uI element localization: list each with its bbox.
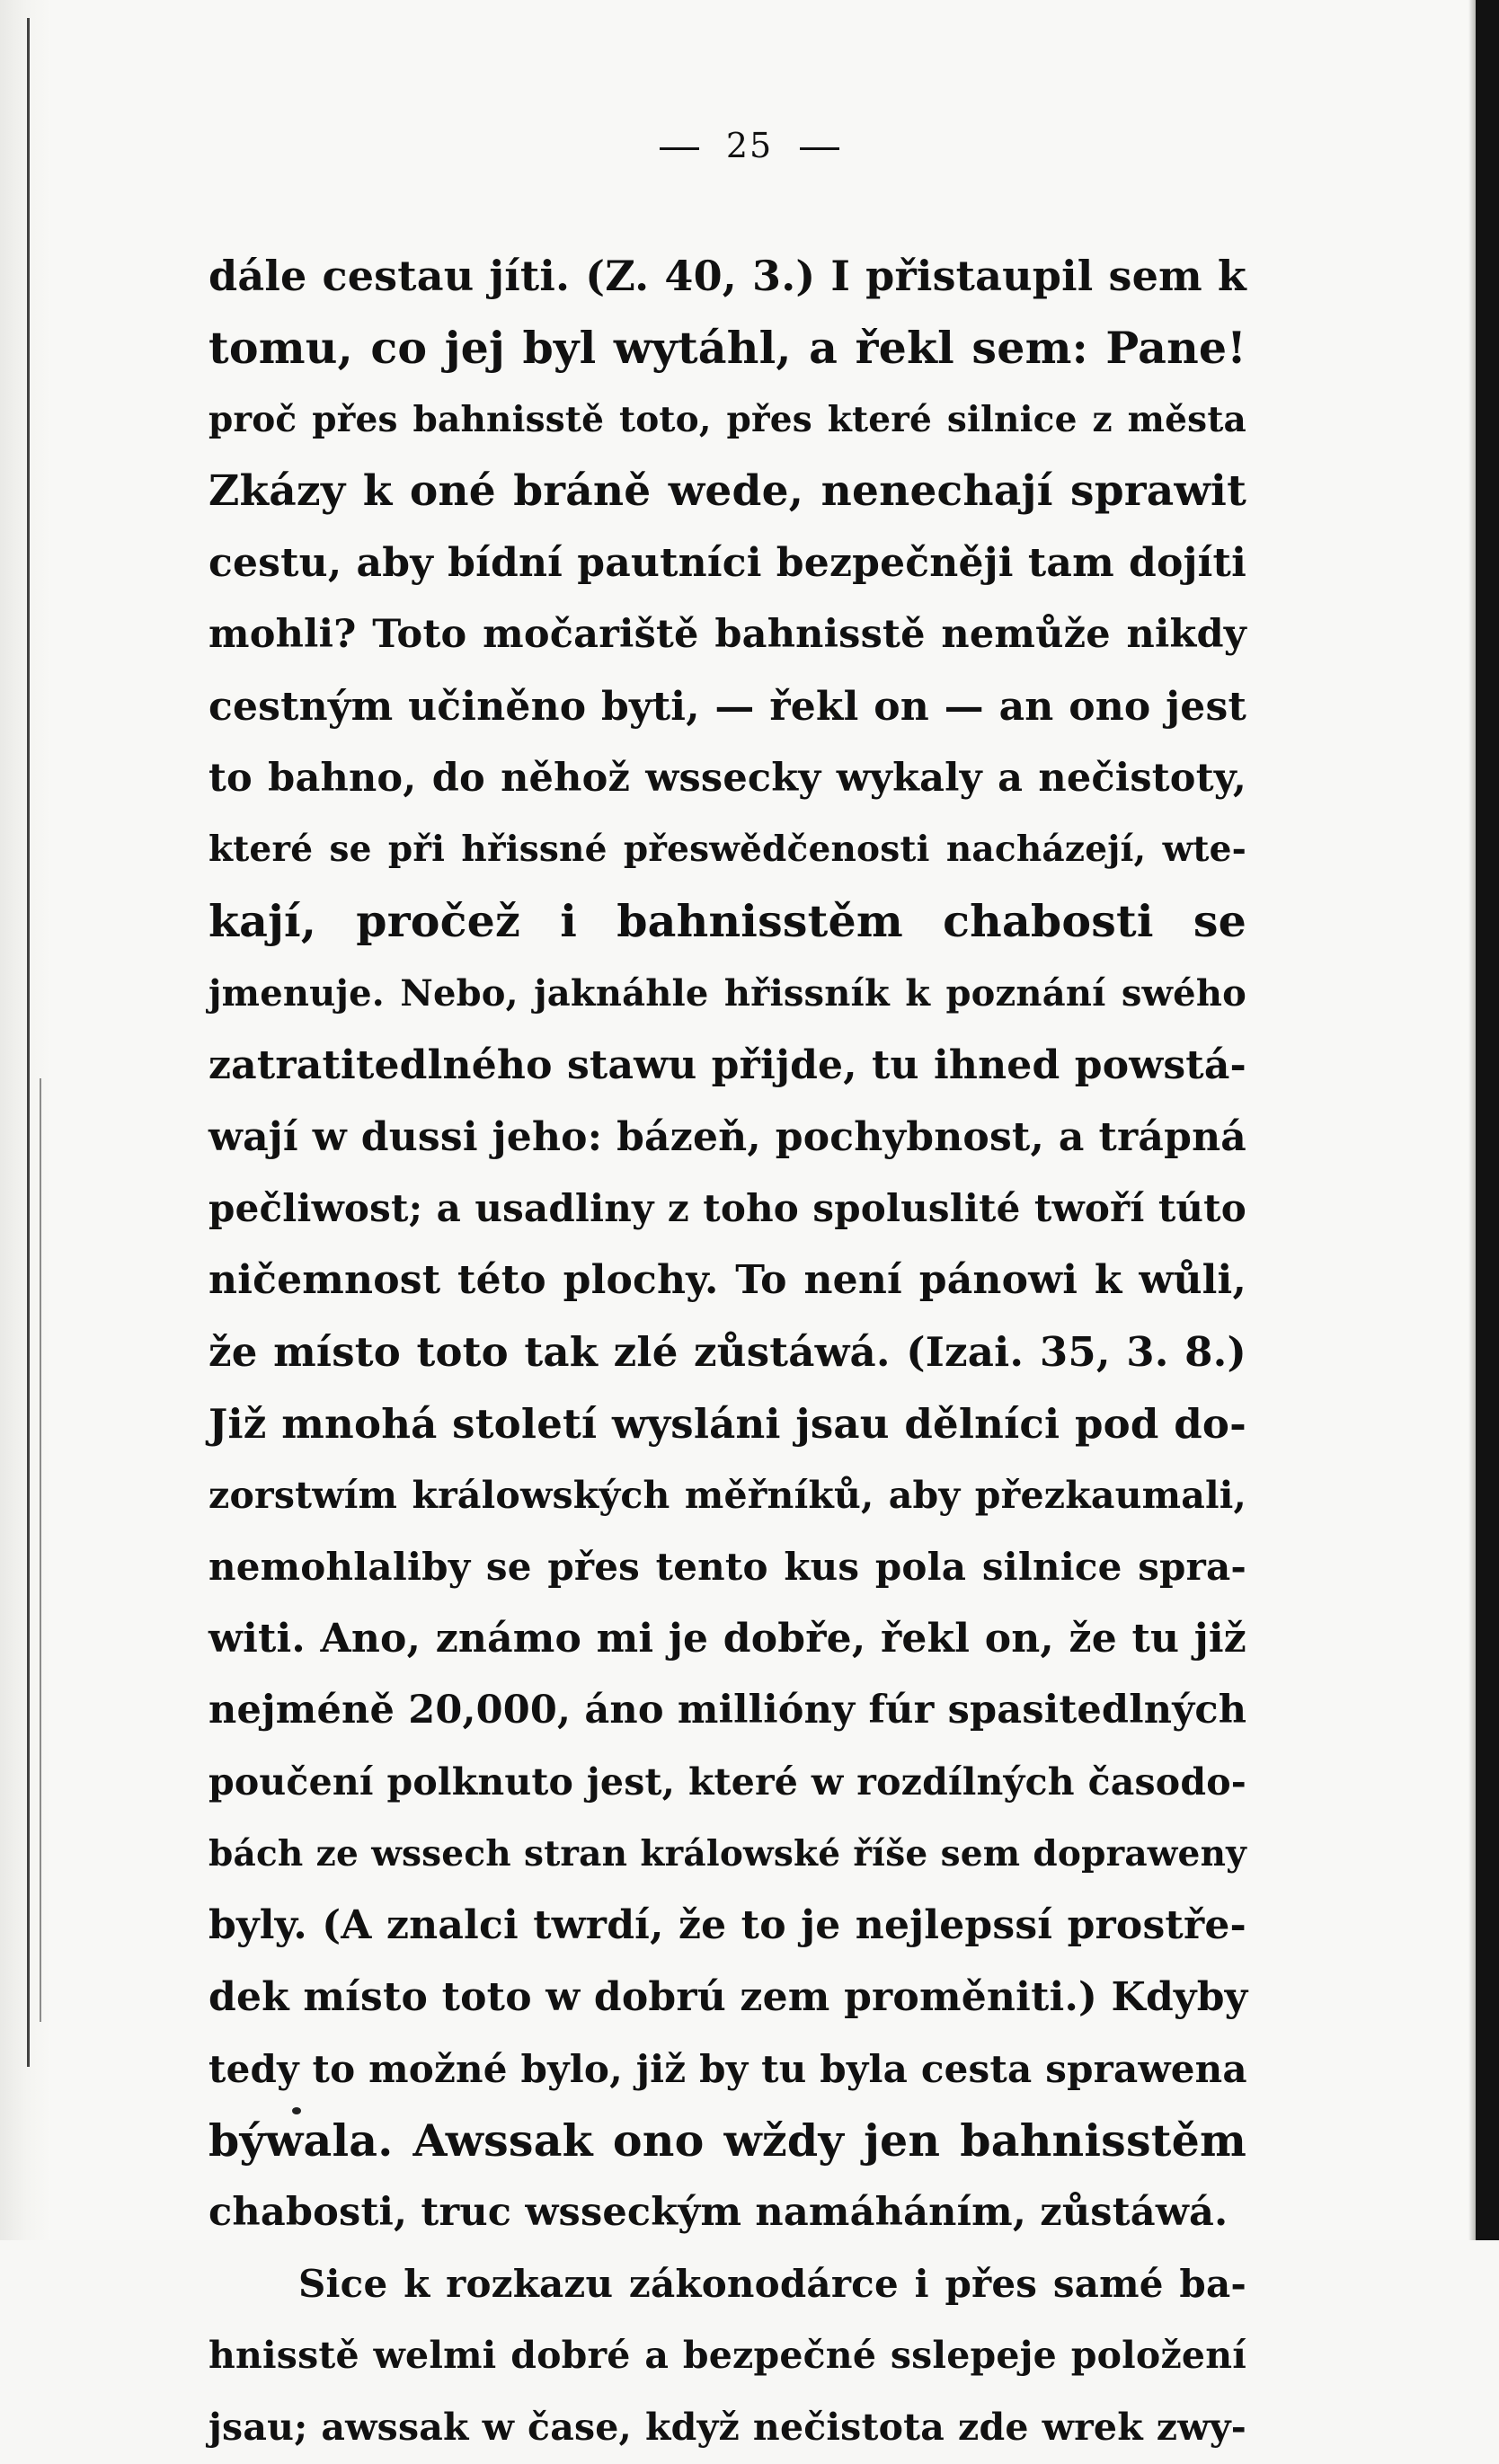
header-dash-right [800,147,839,150]
binding-edge-line [27,18,30,2067]
text-line: tomu, co jej byl wytáhl, a řekl sem: Pane! [208,321,1246,374]
text-line: byly. (A znalci twrdí, že to je nejlepssí prostře- [208,1902,1246,1949]
text-line: tedy to možné bylo, již by tu byla cesta sprawena [208,2046,1247,2091]
text-line: které se při hřissné přeswědčenosti nacházejí, wte- [208,829,1246,871]
text-line: nejméně 20,000, áno millióny fúr spasitedlných [208,1687,1247,1733]
binding-edge-line-secondary [40,1078,41,2022]
text-line: že místo toto tak zlé zůstáwá. (Izai. 35, 3. 8.) [208,1327,1246,1376]
body-text [208,241,1246,2464]
text-line: proč přes bahnisstě toto, přes které silnice z města [208,398,1246,440]
text-line: ničemnost této plochy. To není pánowi k wůli, [208,1257,1246,1304]
text-line: to bahno, do něhož wssecky wykaly a nečistoty, [208,755,1246,801]
text-line-paragraph-end: chabosti, truc wsseckým namáháním, zůstáwá. [208,2189,1228,2235]
text-line: cestným učiněno byti, — řekl on — an ono jest [208,683,1246,730]
page-edge-shadow [1468,0,1476,2240]
text-line: hnisstě welmi dobré a bezpečné sslepeje položení [208,2334,1246,2378]
text-line: býwala. Awssak ono wždy jen bahnisstěm [208,2114,1246,2167]
text-line: nemohlaliby se přes tento kus pola silnice spra- [208,1545,1246,1590]
text-line: Zkázy k oné bráně wede, nenechají sprawit [208,466,1246,517]
ink-speck [292,2107,301,2114]
text-line: Již mnohá století wysláni jsau dělníci pod do- [208,1399,1246,1448]
text-line: witi. Ano, známo mi je dobře, řekl on, že tu již [208,1616,1246,1662]
text-line: zatratitedlného stawu přijde, tu ihned powstá- [208,1041,1246,1088]
text-line: wají w dussi jeho: bázeň, pochybnost, a trápná [208,1113,1246,1160]
text-line: dek místo toto w dobrú zem proměniti.) Kdyby [208,1974,1248,2021]
text-line: bách ze wssech stran králowské říše sem dopraweny [208,1832,1246,1875]
text-line: jsau; awssak w čase, když nečistota zde wrek zwy- [208,2405,1246,2449]
header-dash-left [660,147,699,150]
page-number: 25 [725,126,774,165]
text-line: jmenuje. Nebo, jaknáhle hřissník k poznání swého [208,971,1246,1015]
binding-gutter [0,0,52,2240]
text-line: dále cestau jíti. (Z. 40, 3.) I přistaupil sem k [208,252,1246,300]
text-line-paragraph-start: Sice k rozkazu zákonodárce i přes samé ba- [298,2262,1246,2307]
page-header [0,126,1499,165]
text-line: poučení polknuto jest, které w rozdílných časodo- [208,1759,1246,1804]
text-line: zorstwím králowských měřníků, aby přezkaumali, [208,1473,1246,1517]
text-line: cestu, aby bídní pautníci bezpečněji tam dojíti [208,540,1246,587]
text-line: mohli? Toto močariště bahnisstě nemůže nikdy [208,611,1246,657]
text-line: pečliwost; a usadliny z toho spoluslité twoří túto [208,1186,1246,1231]
scan-border-right [1476,0,1499,2240]
text-line: kají, pročež i bahnisstěm chabosti se [208,895,1246,948]
